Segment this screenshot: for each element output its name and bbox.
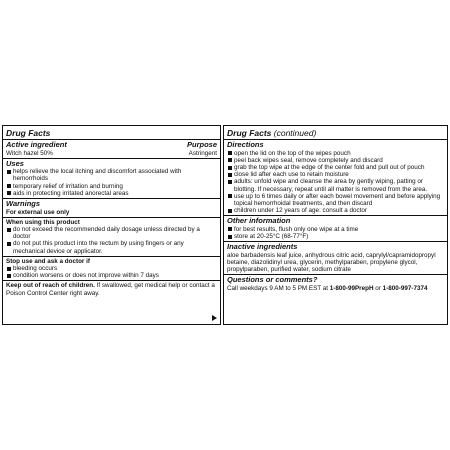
external-use-note: For external use only bbox=[6, 208, 70, 216]
directions-item: use up to 6 times daily or after each bowel movement and before applying topical hemorrhoidal treatments, and then discard bbox=[227, 193, 444, 207]
inactive-ingredients-text: aloe barbadensis leaf juice, anhydrous citric acid, caprylyl/capramidopropyl betaine, diazolidinyl urea, glycerin, methylparaben, propylene glycol, propylparaben, purified water, sodium citrate bbox=[227, 251, 436, 274]
phone-number-2: 1-800-997-7374 bbox=[382, 284, 428, 292]
active-ingredient-section bbox=[3, 139, 220, 158]
uses-item: aids in protecting irritated anorectal areas bbox=[6, 190, 217, 197]
active-ingredient-value: Witch hazel 50% bbox=[6, 149, 53, 157]
stop-use-item: bleeding occurs bbox=[6, 265, 217, 272]
warnings-section bbox=[3, 198, 220, 217]
when-using-item: do not exceed the recommended daily dosage unless directed by a doctor bbox=[6, 226, 217, 240]
questions-or: or bbox=[373, 284, 383, 292]
keep-out-section bbox=[3, 280, 220, 297]
other-information-section bbox=[224, 215, 447, 241]
drug-facts-title: Drug Facts bbox=[6, 128, 51, 138]
inactive-ingredients-section bbox=[224, 241, 447, 274]
stop-use-section bbox=[3, 256, 220, 281]
keep-out-text: If swallowed, get medical help or contact a Poison Control Center right away. bbox=[6, 282, 215, 297]
uses-item: helps relieve the local itching and discomfort associated with hemorrhoids bbox=[6, 168, 217, 182]
purpose-value: Astringent bbox=[188, 149, 217, 157]
keep-out-heading: Keep out of reach of children. bbox=[6, 282, 95, 290]
directions-heading: Directions bbox=[227, 140, 264, 149]
drug-facts-panel-left bbox=[2, 125, 221, 325]
questions-contact bbox=[227, 285, 444, 292]
warnings-heading: Warnings bbox=[6, 199, 41, 209]
stop-use-heading: Stop use and ask a doctor if bbox=[6, 257, 90, 265]
when-using-section bbox=[3, 217, 220, 256]
active-ingredient-heading: Active ingredient bbox=[6, 140, 67, 149]
directions-item: open the lid on the top of the wipes pouch bbox=[227, 150, 444, 157]
uses-item: temporary relief of irritation and burning bbox=[6, 183, 217, 190]
other-information-heading: Other information bbox=[227, 216, 291, 226]
purpose-heading: Purpose bbox=[186, 140, 217, 149]
directions-item: adults: unfold wipe and cleanse the area by gently wiping, patting or blotting. If necessary, repeat until all matter is removed from the area. bbox=[227, 178, 444, 192]
phone-number-1: 1-800-99PrepH bbox=[329, 284, 374, 292]
directions-item: close lid after each use to retain moisture bbox=[227, 171, 444, 178]
questions-text: Call weekdays 9 AM to 5 PM EST at bbox=[227, 284, 330, 292]
stop-use-item: condition worsens or does not improve within 7 days bbox=[6, 272, 217, 279]
directions-item: grab the top wipe at the edge of the center fold and pull out of pouch bbox=[227, 164, 444, 171]
other-information-item: store at 20-25°C (68-77°F) bbox=[227, 233, 444, 240]
inactive-ingredients-heading: Inactive ingredients bbox=[227, 242, 298, 252]
directions-item: peel back wipes seal, remove completely and discard bbox=[227, 157, 444, 164]
continue-arrow-icon bbox=[212, 315, 217, 321]
questions-section bbox=[224, 274, 447, 293]
directions-item: children under 12 years of age: consult a doctor bbox=[227, 207, 444, 214]
when-using-heading: When using this product bbox=[6, 218, 80, 226]
questions-heading: Questions or comments? bbox=[227, 275, 318, 285]
drug-facts-title: Drug Facts bbox=[227, 128, 272, 138]
uses-section bbox=[3, 158, 220, 198]
drug-facts-panel-right bbox=[223, 125, 448, 325]
directions-section bbox=[224, 139, 447, 215]
drug-facts-continued-title bbox=[224, 126, 447, 139]
other-information-item: for best results, flush only one wipe at a time bbox=[227, 226, 444, 233]
when-using-item: do not put this product into the rectum by using fingers or any mechanical device or applicator. bbox=[6, 240, 217, 254]
continued-label: (continued) bbox=[271, 128, 317, 138]
uses-heading: Uses bbox=[6, 158, 24, 168]
